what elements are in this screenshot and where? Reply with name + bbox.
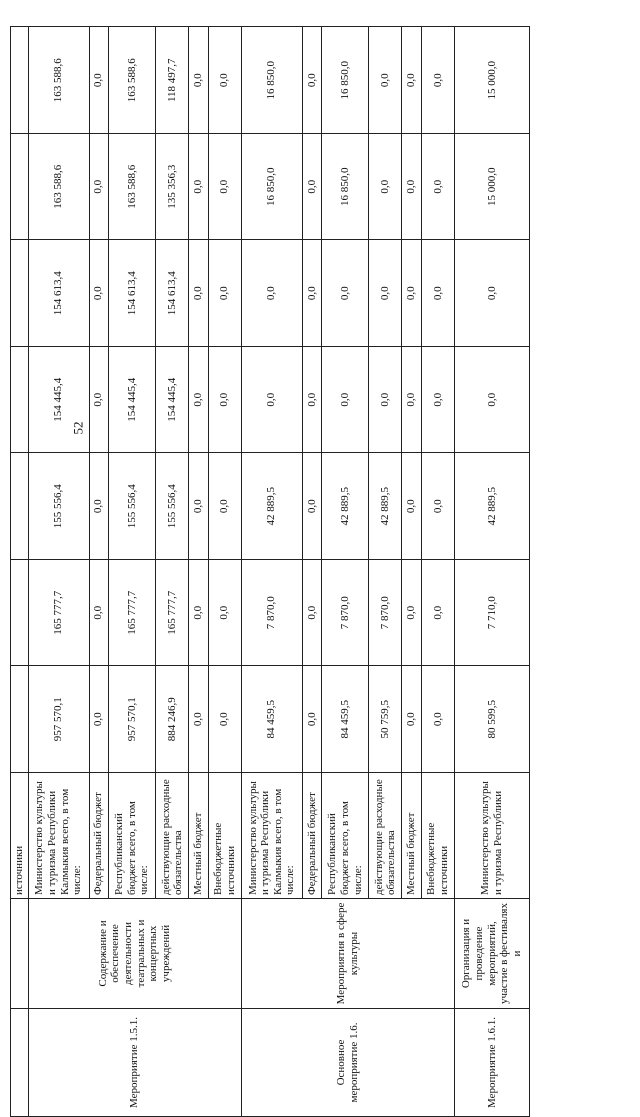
table-cell: [11, 453, 29, 560]
table-row: [28, 27, 89, 1117]
value-cell: 0,0: [302, 453, 321, 560]
value-cell: 0,0: [208, 560, 241, 667]
value-cell: 0,0: [322, 347, 369, 454]
value-cell: 0,0: [302, 347, 321, 454]
value-cell: 15 000,0: [455, 134, 530, 241]
value-cell: 0,0: [402, 666, 421, 773]
value-cell: 154 613,4: [156, 240, 189, 347]
source-cell: действующие расходные обязательства: [369, 773, 402, 899]
value-cell: 0,0: [455, 240, 530, 347]
value-cell: 0,0: [302, 666, 321, 773]
value-cell: 7 870,0: [241, 560, 302, 667]
value-cell: 16 850,0: [241, 27, 302, 134]
measure-code-cell: Основное мероприятие 1.6.: [241, 1009, 454, 1117]
table-cell: [11, 134, 29, 241]
value-cell: 7 710,0: [455, 560, 530, 667]
value-cell: 155 556,4: [156, 453, 189, 560]
value-cell: 0,0: [402, 27, 421, 134]
table-row: [455, 27, 530, 1117]
measure-code-cell: Мероприятие 1.5.1.: [28, 1009, 241, 1117]
value-cell: 118 497,7: [156, 27, 189, 134]
value-cell: 163 588,6: [108, 134, 155, 241]
value-cell: 154 445,4: [28, 347, 89, 454]
value-cell: 0,0: [369, 347, 402, 454]
table-cell: [11, 27, 29, 134]
value-cell: 0,0: [189, 560, 208, 667]
value-cell: 154 445,4: [108, 347, 155, 454]
table-row: [11, 27, 29, 1117]
rotated-table-container: [10, 27, 530, 1117]
value-cell: 0,0: [421, 347, 454, 454]
value-cell: 0,0: [89, 453, 108, 560]
value-cell: 0,0: [402, 240, 421, 347]
value-cell: 957 570,1: [108, 666, 155, 773]
source-cell: источники: [11, 773, 29, 899]
value-cell: 16 850,0: [241, 134, 302, 241]
value-cell: 0,0: [369, 27, 402, 134]
value-cell: 154 445,4: [156, 347, 189, 454]
value-cell: 154 613,4: [108, 240, 155, 347]
value-cell: 0,0: [89, 134, 108, 241]
value-cell: 163 588,6: [28, 27, 89, 134]
value-cell: 957 570,1: [28, 666, 89, 773]
value-cell: 0,0: [302, 240, 321, 347]
value-cell: 0,0: [189, 240, 208, 347]
table-cell: [11, 1009, 29, 1117]
value-cell: 0,0: [208, 453, 241, 560]
value-cell: 42 889,5: [241, 453, 302, 560]
value-cell: 0,0: [208, 134, 241, 241]
value-cell: 0,0: [89, 240, 108, 347]
value-cell: 80 599,5: [455, 666, 530, 773]
value-cell: 0,0: [189, 453, 208, 560]
source-cell: Федеральный бюджет: [89, 773, 108, 899]
value-cell: 0,0: [402, 560, 421, 667]
value-cell: 16 850,0: [322, 134, 369, 241]
table-cell: [11, 666, 29, 773]
value-cell: 42 889,5: [369, 453, 402, 560]
value-cell: 0,0: [421, 134, 454, 241]
value-cell: 0,0: [189, 666, 208, 773]
value-cell: 0,0: [89, 560, 108, 667]
value-cell: 0,0: [241, 347, 302, 454]
value-cell: 0,0: [189, 27, 208, 134]
value-cell: 163 588,6: [108, 27, 155, 134]
value-cell: 0,0: [455, 347, 530, 454]
value-cell: 0,0: [402, 453, 421, 560]
value-cell: 0,0: [369, 240, 402, 347]
value-cell: 0,0: [369, 134, 402, 241]
value-cell: 0,0: [208, 347, 241, 454]
measure-name-cell: Организация и проведение мероприятий, участие в фестивалях и: [455, 899, 530, 1009]
value-cell: 165 777,7: [28, 560, 89, 667]
value-cell: 135 356,3: [156, 134, 189, 241]
value-cell: 84 459,5: [322, 666, 369, 773]
value-cell: 7 870,0: [322, 560, 369, 667]
value-cell: 0,0: [208, 240, 241, 347]
value-cell: 0,0: [302, 27, 321, 134]
value-cell: 42 889,5: [455, 453, 530, 560]
table-row: [241, 27, 302, 1117]
value-cell: 0,0: [421, 240, 454, 347]
value-cell: 0,0: [402, 134, 421, 241]
value-cell: 0,0: [302, 560, 321, 667]
value-cell: 0,0: [421, 453, 454, 560]
source-cell: Республиканский бюджет всего, в том числе:: [322, 773, 369, 899]
value-cell: 155 556,4: [108, 453, 155, 560]
measure-name-cell: Содержание и обеспечение деятельности театральных и концертных учреждений: [28, 899, 241, 1009]
value-cell: 84 459,5: [241, 666, 302, 773]
source-cell: Внебюджетные источники: [421, 773, 454, 899]
value-cell: 0,0: [421, 666, 454, 773]
value-cell: 0,0: [421, 560, 454, 667]
source-cell: действующие расходные обязательства: [156, 773, 189, 899]
value-cell: 0,0: [189, 134, 208, 241]
value-cell: 165 777,7: [108, 560, 155, 667]
value-cell: 16 850,0: [322, 27, 369, 134]
value-cell: 0,0: [322, 240, 369, 347]
value-cell: 0,0: [208, 666, 241, 773]
source-cell: Местный бюджет: [189, 773, 208, 899]
value-cell: 0,0: [89, 347, 108, 454]
source-cell: Министерство культуры и туризма Республики Калмыкия всего, в том числе:: [241, 773, 302, 899]
value-cell: 7 870,0: [369, 560, 402, 667]
value-cell: 0,0: [208, 27, 241, 134]
value-cell: 0,0: [302, 134, 321, 241]
value-cell: 0,0: [89, 666, 108, 773]
value-cell: 15 000,0: [455, 27, 530, 134]
table-cell: [11, 240, 29, 347]
table-cell: [11, 347, 29, 454]
value-cell: 163 588,6: [28, 134, 89, 241]
value-cell: 0,0: [421, 27, 454, 134]
value-cell: 0,0: [89, 27, 108, 134]
source-cell: Министерство культуры и туризма Республики: [455, 773, 530, 899]
value-cell: 0,0: [241, 240, 302, 347]
value-cell: 50 759,5: [369, 666, 402, 773]
table-cell: [11, 560, 29, 667]
source-cell: Министерство культуры и туризма Республики Калмыкия всего, в том числе:: [28, 773, 89, 899]
value-cell: 155 556,4: [28, 453, 89, 560]
source-cell: Республиканский бюджет всего, в том числе:: [108, 773, 155, 899]
measure-code-cell: Мероприятие 1.6.1.: [455, 1009, 530, 1117]
value-cell: 154 613,4: [28, 240, 89, 347]
source-cell: Местный бюджет: [402, 773, 421, 899]
measure-name-cell: Мероприятия в сфере культуры: [241, 899, 454, 1009]
value-cell: 0,0: [189, 347, 208, 454]
value-cell: 42 889,5: [322, 453, 369, 560]
source-cell: Федеральный бюджет: [302, 773, 321, 899]
source-cell: Внебюджетные источники: [208, 773, 241, 899]
budget-table: [10, 27, 530, 1117]
table-cell: [11, 899, 29, 1009]
value-cell: 0,0: [402, 347, 421, 454]
value-cell: 165 777,7: [156, 560, 189, 667]
value-cell: 884 246,9: [156, 666, 189, 773]
page-number: 52: [71, 422, 87, 435]
